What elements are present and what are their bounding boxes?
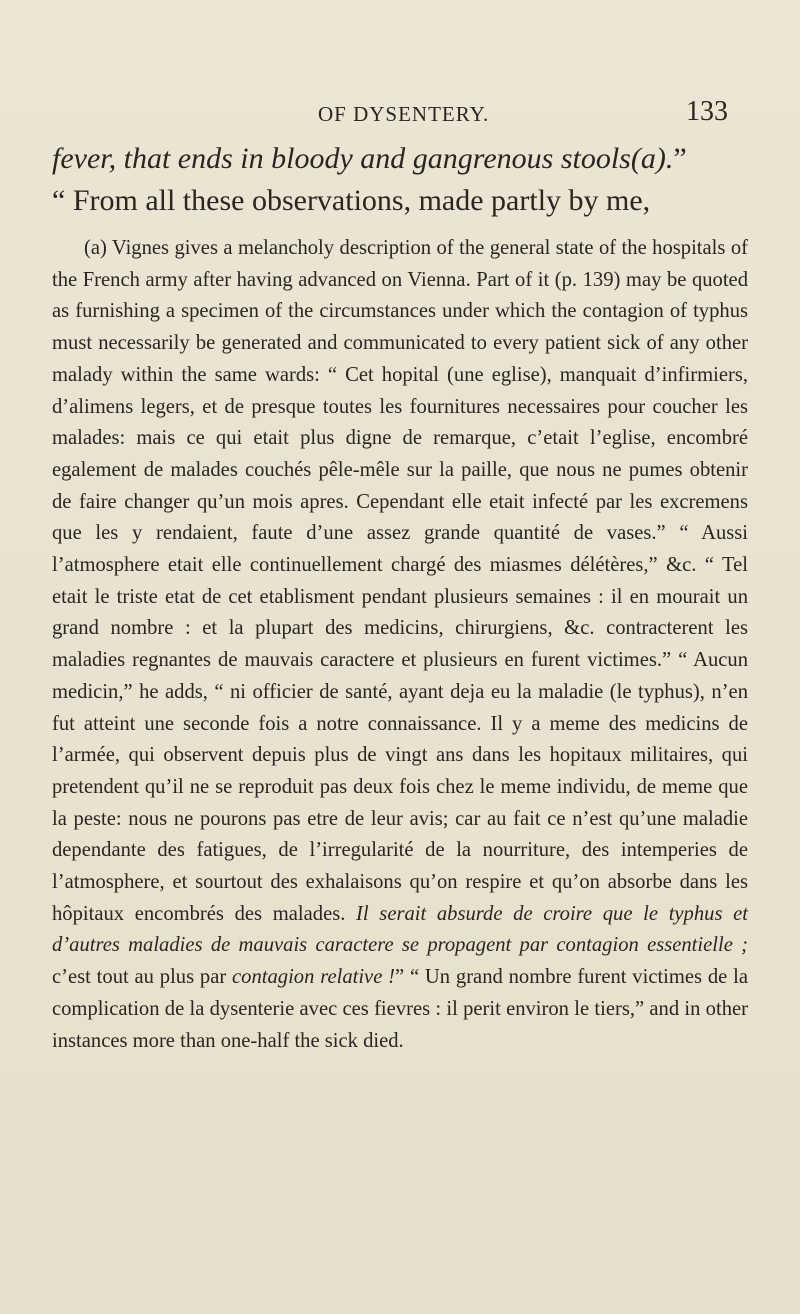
main-text xyxy=(52,138,748,222)
main-line-1-closing-quote: ” xyxy=(673,142,687,175)
main-line-1-italic: fever, that ends in bloody and gangrenous stools(a). xyxy=(52,142,674,175)
main-line-1 xyxy=(52,138,748,180)
page-number: 133 xyxy=(686,96,728,127)
footnote-text-2: c’est tout au plus par xyxy=(52,966,233,989)
footnote-text-3: ” “ Un grand nombre furent victimes de la complication de la dysenterie avec ces fievres : il perit environ le tiers,” and in other instances more than one-half the sick died. xyxy=(52,966,748,1052)
footnote-italic-passage: Il serait absurde de croire que le typhus et d’autres maladies de mauvais caractere se propagent par contagion essentielle ; xyxy=(52,902,748,957)
running-title: OF DYSENTERY. xyxy=(318,102,490,126)
main-paragraph xyxy=(52,138,748,222)
footnote-italic-passage-2: contagion relative ! xyxy=(232,966,396,989)
footnote xyxy=(52,233,748,1057)
footnote-paragraph xyxy=(52,233,748,1057)
main-line-2: “ From all these observations, made partly by me, xyxy=(52,184,651,217)
running-head xyxy=(0,96,800,130)
footnote-text-1: (a) Vignes gives a melancholy description of the general state of the hospitals of the French army after having advanced on Vienna. Part of it (p. 139) may be quoted as furnishing a specimen of the circumstances under which the contagion of typhus must necessarily be generated and communicated to every patient sick of any other malady within the same wards: “ Cet hopital (une eglise), manquait d’infirmiers, d’alimens legers, et de presque toutes les fournitures necessaires pour coucher les malades: mais ce qui etait plus digne de remarque, c’etait l’eglise, encombré egalement de malades couchés pêle-mêle sur la paille, que nous ne pumes obtenir de faire changer qu’un mois apres. Cependant elle etait infecté par les excremens que les y rendaient, faute d’une assez grande quantité de vases.” “ Aussi l’atmosphere etait elle continuellement chargé des miasmes délétères,” &c. “ Tel etait le triste etat de cet etablisment pendant plusieurs semaines : il en mourait un grand nombre : et la plupart des medicins, chirurgiens, &c. contracterent les maladies regnantes de mauvais caractere et plusieurs en furent victimes.” “ Aucun medicin,” he adds, “ ni officier de santé, ayant deja eu la maladie (le typhus), n’en fut atteint une seconde fois a notre connaissance. Il y a meme des medicins de l’armée, qui observent depuis plus de vingt ans dans les hopitaux militaires, qui pretendent qu’il ne se reproduit pas deux fois chez le meme individu, de meme que la peste: nous ne pourons pas etre de leur avis; car au fait ce n’est qu’une maladie dependante des fatigues, de l’irregularité de la nourriture, des intemperies de l’atmosphere, et sourtout des exhalaisons qu’on respire et qu’on absorbe dans les hôpitaux encombrés des malades. xyxy=(52,237,748,925)
